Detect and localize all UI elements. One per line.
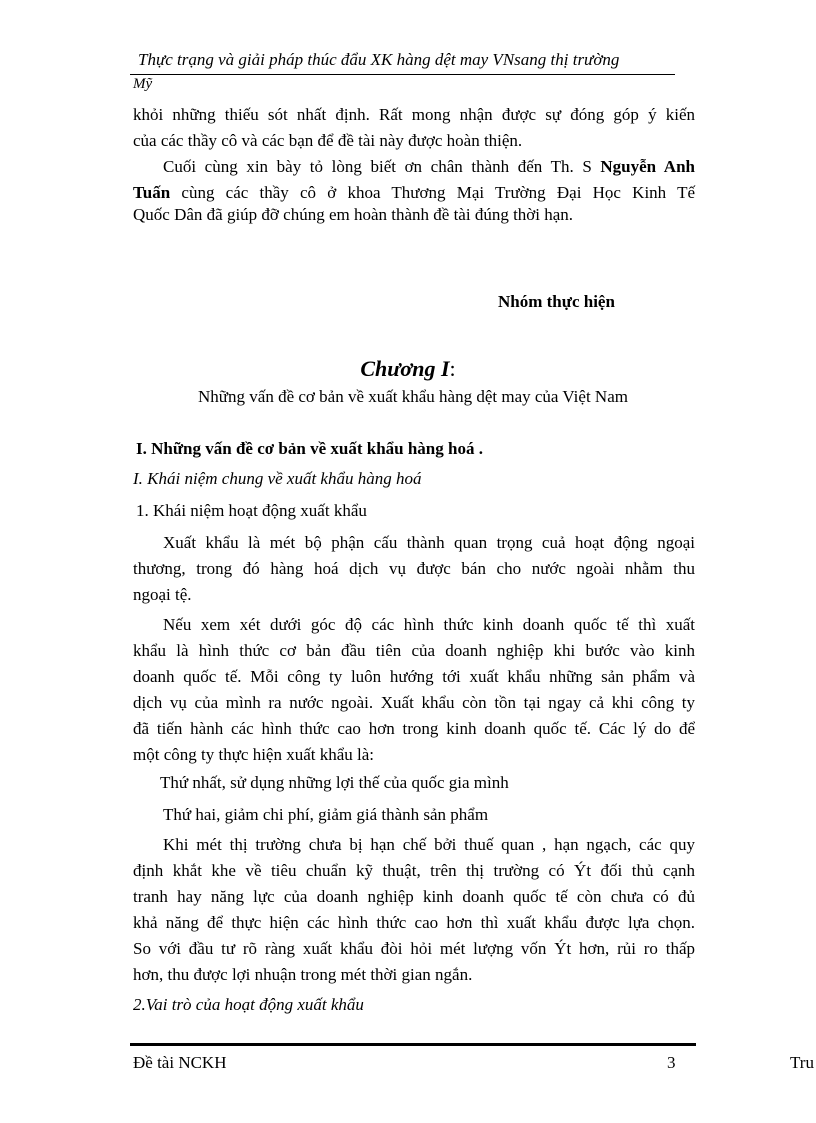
page-number: 3 <box>667 1053 676 1072</box>
paragraph-line: doanh quốc tế. Mỗi công ty luôn hướng tới xuất khẩu những sản phẩm và <box>133 667 695 686</box>
paragraph-line: ngoại tệ. <box>133 585 192 604</box>
paragraph-line: khả năng để thực hiện các hình thức cao hơn thì xuất khẩu được lựa chọn. <box>133 913 695 932</box>
text-run: Cuối cùng xin bày tỏ lòng biết ơn chân thành đến Th. S <box>163 157 601 176</box>
paragraph-line: Quốc Dân đã giúp đỡ chúng em hoàn thành đề tài đúng thời hạn. <box>133 205 574 224</box>
section-heading: I. Những vấn đề cơ bản về xuất khẩu hàng hoá . <box>136 439 483 458</box>
advisor-name: Nguyễn Anh <box>600 157 695 176</box>
item-heading: 1. Khái niệm hoạt động xuất khẩu <box>136 501 367 520</box>
subsection-heading: I. Khái niệm chung về xuất khẩu hàng hoá <box>133 469 422 488</box>
reason-item: Thứ hai, giảm chi phí, giảm giá thành sản phẩm <box>163 805 489 824</box>
text-run: cùng các thầy cô ở khoa Thương Mại Trường Đại Học Kinh Tế <box>170 183 695 202</box>
paragraph-line: khỏi những thiếu sót nhất định. Rất mong nhận được sự đóng góp ý kiến <box>133 105 695 124</box>
paragraph-line: Nếu xem xét dưới góc độ các hình thức kinh doanh quốc tế thì xuất <box>163 615 695 634</box>
chapter-title-text: Chương I <box>360 356 450 381</box>
running-header-title: Thực trạng và giải pháp thúc đẩu XK hàng dệt may VNsang thị trường <box>138 50 620 69</box>
footer-rule <box>130 1043 696 1046</box>
header-underline <box>130 74 675 75</box>
footer-label: Đề tài NCKH <box>133 1053 227 1072</box>
paragraph-line: của các thầy cô và các bạn để đề tài này được hoàn thiện. <box>133 131 523 150</box>
paragraph-line: khẩu là hình thức cơ bản đầu tiên của doanh nghiệp khi bước vào kinh <box>133 641 695 660</box>
paragraph-line: dịch vụ của mình ra nước ngoài. Xuất khẩu còn tồn tại ngay cả khi công ty <box>133 693 695 712</box>
paragraph-line: tranh hay năng lực của doanh nghiệp kinh doanh quốc tế còn chưa có đủ <box>133 887 695 906</box>
paragraph-line: đã tiến hành các hình thức cao hơn trong kinh doanh quốc tế. Các lý do để <box>133 719 695 738</box>
paragraph-line: một công ty thực hiện xuất khẩu là: <box>133 745 375 764</box>
signature: Nhóm thực hiện <box>498 292 615 311</box>
chapter-subtitle: Những vấn đề cơ bản về xuất khẩu hàng dệt may của Việt Nam <box>198 387 628 406</box>
footer-right-text: Tru <box>790 1053 814 1072</box>
paragraph-line: thương, trong đó hàng hoá dịch vụ được bán cho nước ngoài nhằm thu <box>133 559 695 578</box>
item-heading: 2.Vai trò của hoạt động xuất khẩu <box>133 995 364 1014</box>
paragraph-line: Xuất khẩu là mét bộ phận cấu thành quan trọng cuả hoạt động ngoại <box>163 533 695 552</box>
paragraph-line: Khi mét thị trường chưa bị hạn chế bởi thuế quan , hạn ngạch, các quy <box>163 835 695 854</box>
running-header-continuation: Mỹ <box>133 76 153 92</box>
paragraph-line: So với đầu tư rõ ràng xuất khẩu đòi hỏi mét lượng vốn Ýt hơn, rủi ro thấp <box>133 939 695 958</box>
advisor-name-cont: Tuấn <box>133 183 171 202</box>
chapter-title-colon: : <box>449 356 456 381</box>
paragraph-line: hơn, thu được lợi nhuận trong mét thời gian ngắn. <box>133 965 473 984</box>
paragraph-line: định khắt khe về tiêu chuẩn kỹ thuật, trên thị trường có Ýt đối thủ cạnh <box>133 861 695 880</box>
chapter-title <box>0 356 816 382</box>
paragraph-line <box>163 154 695 180</box>
reason-item: Thứ nhất, sử dụng những lợi thế của quốc gia mình <box>160 773 509 792</box>
